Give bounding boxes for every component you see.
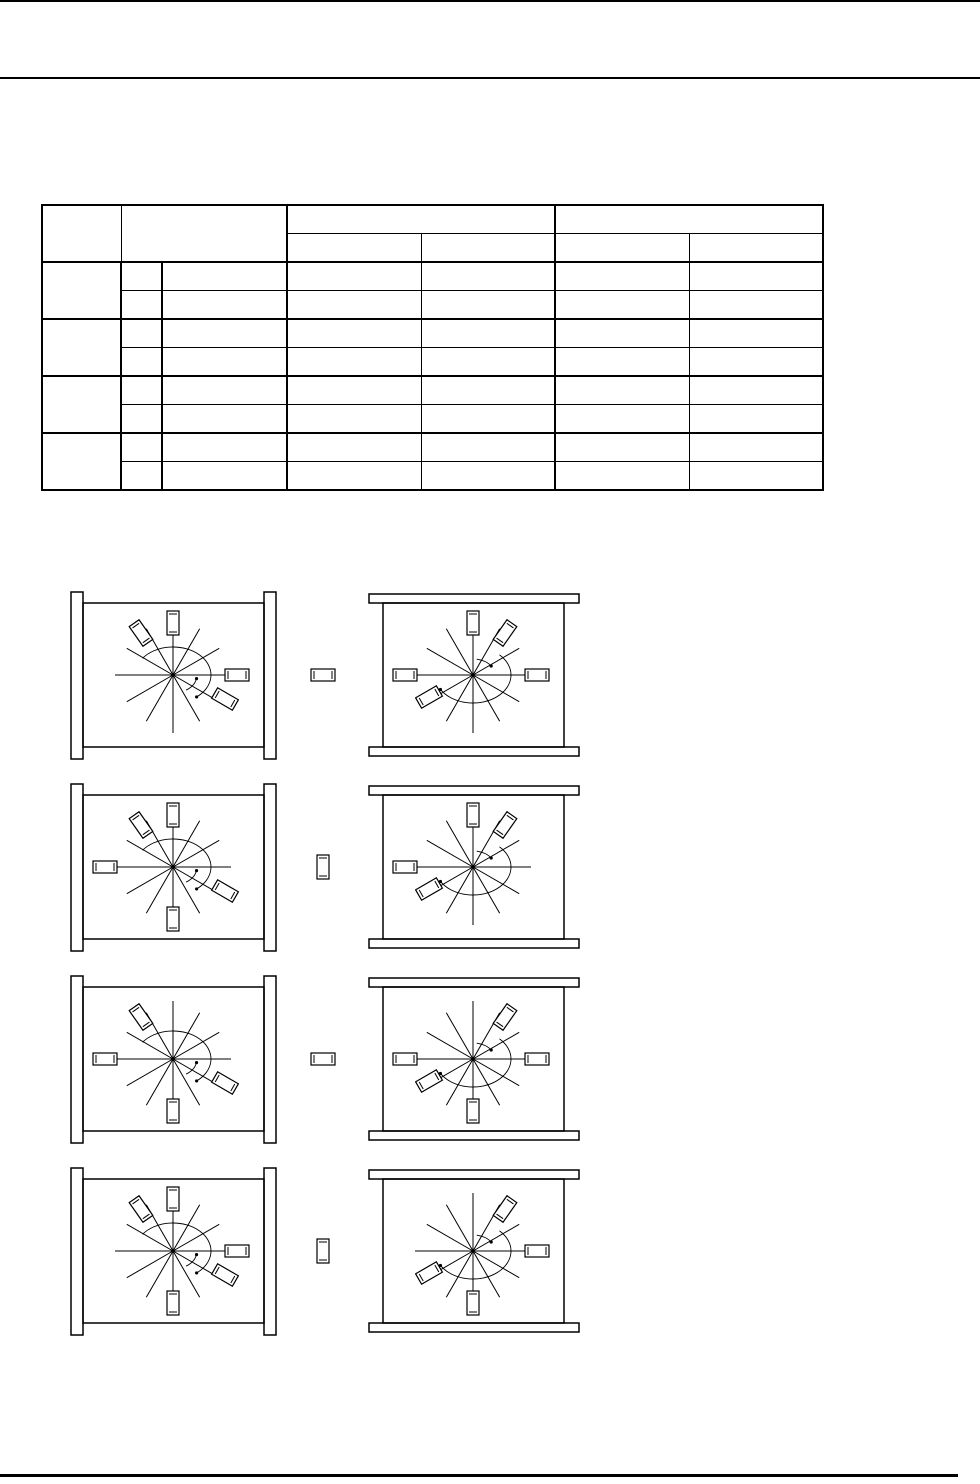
fixed-piece xyxy=(467,1291,479,1315)
radial-line xyxy=(473,840,519,867)
center-piece-body xyxy=(311,1053,335,1065)
fixed-piece-body xyxy=(93,1053,117,1065)
table-row xyxy=(42,291,823,320)
rotation-arrow-head xyxy=(490,1048,493,1051)
fixed-piece-body xyxy=(467,1099,479,1123)
table-cell xyxy=(42,319,121,376)
radial-line xyxy=(146,1059,173,1105)
top-rail xyxy=(369,594,579,603)
diagram-pair-3 xyxy=(71,976,579,1143)
fixed-piece xyxy=(467,803,479,827)
rotation-arrow-head xyxy=(490,856,493,859)
table-header-cell xyxy=(555,205,823,234)
table-cell xyxy=(42,262,121,319)
rotation-arrow-head xyxy=(195,1061,198,1064)
fixed-piece xyxy=(225,1245,249,1257)
table-cell xyxy=(121,348,162,377)
diagram-pair-1 xyxy=(71,592,579,759)
top-rail xyxy=(369,978,579,987)
rotated-piece-body xyxy=(212,1072,239,1094)
fixed-piece-body xyxy=(525,1245,549,1257)
table-header-cell xyxy=(421,234,555,263)
radial-line xyxy=(173,821,200,867)
center-piece xyxy=(317,855,329,879)
rotation-arrow xyxy=(143,1031,211,1081)
rotation-arrow-head xyxy=(195,695,198,698)
rotation-arrow xyxy=(186,1063,197,1075)
table-header-cell xyxy=(287,205,555,234)
fixed-piece xyxy=(467,611,479,635)
radial-line xyxy=(473,1059,500,1105)
rotated-piece-body xyxy=(212,1264,239,1286)
table-cell xyxy=(689,348,823,377)
radial-line xyxy=(473,1251,500,1297)
fixed-piece xyxy=(93,861,117,873)
table-cell xyxy=(555,319,689,348)
fixed-piece-body xyxy=(525,1053,549,1065)
center-piece-body xyxy=(317,855,329,879)
fixed-piece xyxy=(525,1245,549,1257)
table-row xyxy=(42,405,823,434)
table-row xyxy=(42,262,823,291)
radial-line xyxy=(127,1059,173,1086)
rotated-piece xyxy=(212,1072,239,1094)
rotation-arrow xyxy=(186,1255,197,1267)
diagram-pair-2 xyxy=(71,784,579,951)
rotated-piece-body xyxy=(416,1262,443,1284)
fixed-piece-body xyxy=(167,907,179,931)
fixed-piece-body xyxy=(167,611,179,635)
rotation-arrow-head xyxy=(195,1253,198,1256)
fixed-piece-body xyxy=(93,861,117,873)
fixed-piece-body xyxy=(167,803,179,827)
diagram-figure xyxy=(0,560,980,1360)
table-row xyxy=(42,348,823,377)
fixed-piece xyxy=(525,1053,549,1065)
table-cell xyxy=(555,462,689,491)
radial-line xyxy=(427,648,473,675)
radial-line xyxy=(127,867,173,894)
center-piece xyxy=(311,1053,335,1065)
rotation-arrow-head xyxy=(195,1079,198,1082)
table-cell xyxy=(555,348,689,377)
fixed-piece-body xyxy=(525,669,549,681)
radial-line xyxy=(473,1224,519,1251)
table-cell xyxy=(689,376,823,405)
rotation-arrow xyxy=(143,839,211,889)
fixed-piece xyxy=(167,907,179,931)
radial-line xyxy=(173,629,200,675)
fixed-piece xyxy=(393,669,417,681)
table-cell xyxy=(287,348,421,377)
fixed-piece xyxy=(167,1291,179,1315)
fixed-piece xyxy=(167,803,179,827)
table-cell xyxy=(421,462,555,491)
table-cell xyxy=(162,348,287,377)
bottom-rail xyxy=(369,939,579,948)
bottom-rail xyxy=(369,1131,579,1140)
table-cell xyxy=(555,262,689,291)
table-row xyxy=(42,376,823,405)
radial-line xyxy=(127,675,173,702)
fixed-piece-body xyxy=(393,1053,417,1065)
table-cell xyxy=(555,291,689,320)
table-cell xyxy=(162,262,287,291)
right-post xyxy=(264,976,276,1143)
radial-line xyxy=(427,1032,473,1059)
table-header-cell xyxy=(555,234,689,263)
radial-line xyxy=(473,867,500,913)
fixed-piece xyxy=(467,1099,479,1123)
radial-line xyxy=(146,867,173,913)
table-cell xyxy=(162,376,287,405)
table-header-cell xyxy=(121,205,287,262)
right-post xyxy=(264,1168,276,1335)
center-piece xyxy=(317,1239,329,1263)
table-cell xyxy=(287,262,421,291)
table-cell xyxy=(121,433,162,462)
table-cell xyxy=(287,462,421,491)
fixed-piece xyxy=(393,861,417,873)
table-cell xyxy=(162,405,287,434)
radial-line xyxy=(173,1205,200,1251)
table-header-row-1 xyxy=(42,205,823,234)
center-piece xyxy=(311,669,335,681)
table-cell xyxy=(689,462,823,491)
top-rule xyxy=(0,0,980,2)
fixed-piece xyxy=(167,1187,179,1211)
bottom-rail xyxy=(369,747,579,756)
table-cell xyxy=(421,291,555,320)
radial-line xyxy=(173,1013,200,1059)
diagram-pair-4 xyxy=(71,1168,579,1335)
center-piece-body xyxy=(311,669,335,681)
fixed-piece xyxy=(167,611,179,635)
table-cell xyxy=(287,405,421,434)
center-piece-body xyxy=(317,1239,329,1263)
rotated-piece xyxy=(212,1264,239,1286)
fixed-piece xyxy=(393,1053,417,1065)
radial-line xyxy=(473,1032,519,1059)
radial-line xyxy=(446,821,473,867)
left-post xyxy=(71,1168,83,1335)
left-post xyxy=(71,976,83,1143)
rotated-piece-body xyxy=(416,1070,443,1092)
fixed-piece-body xyxy=(467,1291,479,1315)
fixed-piece-body xyxy=(393,669,417,681)
fixed-piece xyxy=(167,1099,179,1123)
table-cell xyxy=(121,262,162,291)
table-cell xyxy=(287,291,421,320)
fixed-piece-body xyxy=(167,1099,179,1123)
data-table xyxy=(41,204,824,491)
table-cell xyxy=(555,405,689,434)
radial-line xyxy=(446,1205,473,1251)
table-cell xyxy=(162,462,287,491)
table-cell xyxy=(287,376,421,405)
table-cell xyxy=(121,319,162,348)
rotation-arrow-head xyxy=(490,664,493,667)
rotated-piece xyxy=(416,686,443,708)
radial-line xyxy=(473,675,500,721)
rotated-piece-body xyxy=(416,686,443,708)
table-cell xyxy=(121,291,162,320)
fixed-piece xyxy=(225,669,249,681)
rotated-piece-body xyxy=(416,878,443,900)
table-cell xyxy=(421,262,555,291)
rotation-arrow-head xyxy=(195,887,198,890)
radial-line xyxy=(146,675,173,721)
radial-line xyxy=(427,840,473,867)
table-cell xyxy=(689,405,823,434)
table-row xyxy=(42,462,823,491)
footer-rule xyxy=(0,1474,958,1477)
header-rule xyxy=(0,77,980,79)
table-row xyxy=(42,433,823,462)
table-cell xyxy=(555,433,689,462)
right-post xyxy=(264,784,276,951)
table-header-cell xyxy=(42,205,121,262)
fixed-piece-body xyxy=(393,861,417,873)
table-cell xyxy=(689,262,823,291)
radial-line xyxy=(473,648,519,675)
fixed-piece xyxy=(93,1053,117,1065)
table-cell xyxy=(162,433,287,462)
rotated-piece xyxy=(212,688,239,710)
table-cell xyxy=(42,433,121,490)
table-cell xyxy=(421,319,555,348)
rotation-arrow xyxy=(186,871,197,883)
radial-line xyxy=(446,1013,473,1059)
table-header-cell xyxy=(287,234,421,263)
table-cell xyxy=(121,405,162,434)
table-cell xyxy=(287,433,421,462)
table-cell xyxy=(689,319,823,348)
table-cell xyxy=(421,348,555,377)
fixed-piece xyxy=(525,669,549,681)
rotated-piece xyxy=(212,880,239,902)
table-cell xyxy=(162,319,287,348)
rotation-arrow-head xyxy=(195,1271,198,1274)
fixed-piece-body xyxy=(225,669,249,681)
rotation-arrow xyxy=(143,647,211,697)
rotated-piece xyxy=(416,1262,443,1284)
rotation-arrow xyxy=(143,1223,211,1273)
rotated-piece xyxy=(416,878,443,900)
rotation-arrow-head xyxy=(195,677,198,680)
rotation-arrow-head xyxy=(195,869,198,872)
table-cell xyxy=(162,291,287,320)
rotation-arrow xyxy=(186,679,197,691)
table-cell xyxy=(421,433,555,462)
table-cell xyxy=(555,376,689,405)
rotated-piece-body xyxy=(212,880,239,902)
top-rail xyxy=(369,786,579,795)
left-post xyxy=(71,592,83,759)
right-post xyxy=(264,592,276,759)
fixed-piece-body xyxy=(467,611,479,635)
fixed-piece-body xyxy=(167,1291,179,1315)
radial-line xyxy=(427,1224,473,1251)
table-cell xyxy=(689,433,823,462)
table-cell xyxy=(421,376,555,405)
rotation-arrow-head xyxy=(490,1240,493,1243)
table-cell xyxy=(121,462,162,491)
table-cell xyxy=(421,405,555,434)
table-header-cell xyxy=(689,234,823,263)
left-post xyxy=(71,784,83,951)
fixed-piece-body xyxy=(167,1187,179,1211)
rotated-piece xyxy=(416,1070,443,1092)
rotated-piece-body xyxy=(212,688,239,710)
table-cell xyxy=(287,319,421,348)
radial-line xyxy=(127,1251,173,1278)
top-rail xyxy=(369,1170,579,1179)
radial-line xyxy=(146,1251,173,1297)
bottom-rail xyxy=(369,1323,579,1332)
fixed-piece-body xyxy=(467,803,479,827)
table-row xyxy=(42,319,823,348)
radial-line xyxy=(446,629,473,675)
table-cell xyxy=(121,376,162,405)
table-cell xyxy=(689,291,823,320)
fixed-piece-body xyxy=(225,1245,249,1257)
table-cell xyxy=(42,376,121,433)
